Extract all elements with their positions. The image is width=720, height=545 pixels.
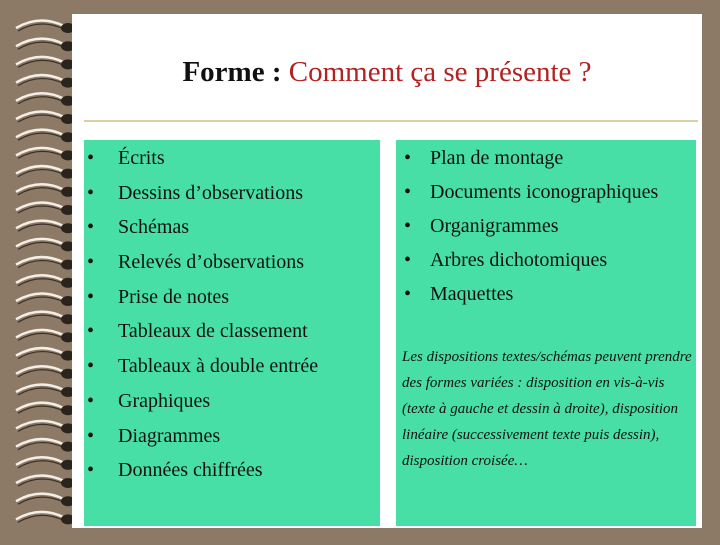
right-bullet-list: [400, 144, 692, 314]
list-item-text: Relevés d’observations: [118, 251, 305, 274]
bullet-icon: •: [87, 320, 95, 343]
bullet-icon: •: [87, 389, 95, 412]
bullet-icon: •: [404, 215, 412, 237]
bullet-icon: •: [404, 249, 412, 271]
list-item: [400, 246, 692, 274]
list-item-text: Données chiffrées: [118, 459, 263, 482]
list-item: [400, 280, 692, 308]
list-item-text: Prise de notes: [118, 285, 230, 308]
bullet-icon: •: [404, 147, 412, 169]
list-item-text: Organigrammes: [430, 215, 559, 237]
list-item: [84, 144, 380, 179]
list-item-text: Maquettes: [430, 283, 514, 305]
bullet-icon: •: [404, 283, 412, 305]
bullet-icon: •: [87, 355, 95, 378]
list-item-text: Tableaux de classement: [118, 320, 308, 343]
list-item: [84, 422, 380, 457]
list-item: [84, 248, 380, 283]
title-rest: Comment ça se présente ?: [281, 56, 592, 88]
bullet-icon: •: [87, 459, 95, 482]
bullet-icon: •: [87, 216, 95, 239]
spiral-binding-icon: [0, 0, 82, 540]
bullet-icon: •: [404, 181, 412, 203]
list-item: [400, 144, 692, 172]
list-item: [84, 179, 380, 214]
bullet-icon: •: [87, 181, 95, 204]
list-item-text: Graphiques: [118, 389, 211, 412]
title-lead: Forme :: [182, 56, 282, 88]
list-item: [84, 456, 380, 491]
list-item-text: Diagrammes: [118, 424, 221, 447]
bullet-icon: •: [87, 285, 95, 308]
title-divider: [84, 120, 698, 122]
bullet-icon: •: [87, 147, 95, 169]
list-item: [400, 212, 692, 240]
page-title: [72, 56, 702, 89]
layout-note: Les dispositions textes/schémas peuvent prendre des formes variées : disposition en vis-à-vis (texte à gauche et dessin à droite), disposition linéaire (successivement texte puis dessin), disposition croisée…: [402, 349, 692, 469]
bullet-icon: •: [87, 251, 95, 274]
left-bullet-list: [84, 144, 380, 491]
list-item-text: Schémas: [118, 216, 190, 239]
bullet-icon: •: [87, 424, 95, 447]
list-item-text: Tableaux à double entrée: [118, 355, 319, 378]
list-item-text: Arbres dichotomiques: [430, 249, 608, 271]
list-item: [400, 178, 692, 206]
list-item-text: Dessins d’observations: [118, 181, 303, 204]
list-item: [84, 387, 380, 422]
list-item: [84, 317, 380, 352]
list-item-text: Écrits: [118, 147, 165, 169]
list-item-text: Documents iconographiques: [430, 181, 659, 203]
list-item: [84, 213, 380, 248]
spiral-rings: [0, 0, 82, 540]
list-item-text: Plan de montage: [430, 147, 564, 169]
list-item: [84, 352, 380, 387]
list-item: [84, 283, 380, 318]
